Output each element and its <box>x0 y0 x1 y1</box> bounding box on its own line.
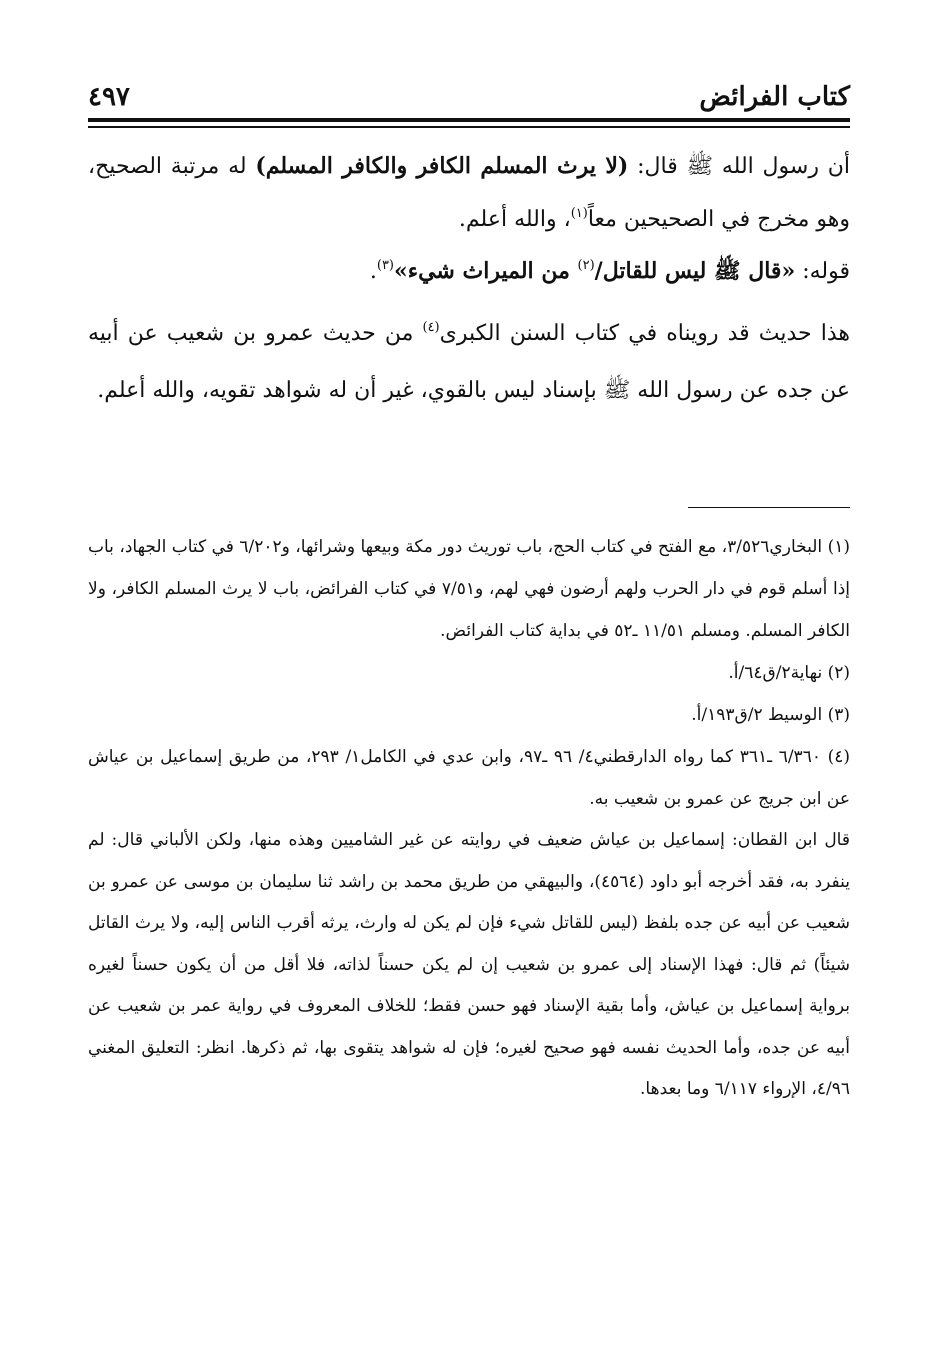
header-rule-thick <box>88 118 850 122</box>
header-rule-thin <box>88 126 850 128</box>
footnote-4: (٤) ٦/٣٦٠ ـ٣٦١ كما رواه الدارقطني٤/ ٩٦ ـ٩٧، وابن عدي في الكامل١/ ٢٩٣، من طريق إسماعيل بن عياش عن ابن جريج عن عمرو بن شعيب به. <box>88 747 850 809</box>
footnotes <box>88 526 850 1111</box>
paragraph-1: أن رسول الله ﷺ قال: (لا يرث المسلم الكافر والكافر المسلم) له مرتبة الصحيح، وهو مخرج في الصحيحين معاً$^{(١)}$، والله أعلم. <box>88 153 850 232</box>
footnote-3: (٣) الوسيط ٢/ق١٩٣/أ. <box>691 705 850 725</box>
paragraph-3: هذا حديث قد رويناه في كتاب السنن الكبرى$^{(٤)}$ من حديث عمرو بن شعيب عن أبيه عن جده عن رسول الله ﷺ بإسناد ليس بالقوي، غير أن له شواهد تقويه، والله أعلم. <box>88 320 850 403</box>
footnote-1: (١) البخاري٣/٥٢٦، مع الفتح في كتاب الحج، باب توريث دور مكة وبيعها وشرائها، و٦/٢٠٢ في كتاب الجهاد، باب إذا أسلم قوم في دار الحرب ولهم أرضون فهي لهم، و٧/٥١ في كتاب الفرائض، باب لا يرث المسلم الكافر، ولا الكافر المسلم. ومسلم ١١/٥١ ـ٥٢ في بداية كتاب الفرائض. <box>88 537 850 641</box>
footnote-ref-1: (١) <box>570 206 588 221</box>
footnote-ref-4: (٤) <box>422 320 440 335</box>
matn-quote: «قال ﷺ ليس للقاتل/ <box>594 258 796 284</box>
footnote-ref-2: (٢) <box>577 258 595 273</box>
hadith-quote: (لا يرث المسلم الكافر والكافر المسلم) <box>255 153 629 179</box>
page-header <box>88 76 850 116</box>
main-text <box>88 140 850 419</box>
paragraph-2: قوله: «قال ﷺ ليس للقاتل/$^{(٢)}$ من الميراث شيء»$^{(٣)}$. <box>369 258 850 284</box>
footnote-separator <box>688 507 850 508</box>
footnote-2: (٢) نهاية٢/ق٦٤/أ. <box>728 663 850 683</box>
footnote-ref-3: (٣) <box>376 258 394 273</box>
running-title: كتاب الفرائض <box>699 82 850 112</box>
footnote-4-commentary: قال ابن القطان: إسماعيل بن عياش ضعيف في روايته عن غير الشاميين وهذه منها، ولكن الألباني قال: لم ينفرد به، فقد أخرجه أبو داود (٤٥٦٤)، والبيهقي من طريق محمد بن راشد ثنا سليمان بن موسى عن عمرو بن شعيب عن أبيه عن جده بلفظ (ليس للقاتل شيء فإن لم يكن له وارث، يرثه أقرب الناس إليه، ولا يرث القاتل شيئاً) ثم قال: فهذا الإسناد إلى عمرو بن شعيب إن لم يكن حسناً لذاته، فلا أقل من أن يكون حسناً لغيره برواية إسماعيل بن عياش، وأما بقية الإسناد فهو حسن فقط؛ للخلاف المعروف في رواية عمر بن شعيب عن أبيه عن جده، وأما الحديث نفسه فهو صحيح لغيره؛ فإن له شواهد يتقوى بها، ثم ذكرها. انظر: التعليق المغني ٤/٩٦، الإرواء ٦/١١٧ وما بعدها. <box>88 830 850 1099</box>
page-number: ٤٩٧ <box>88 82 130 112</box>
